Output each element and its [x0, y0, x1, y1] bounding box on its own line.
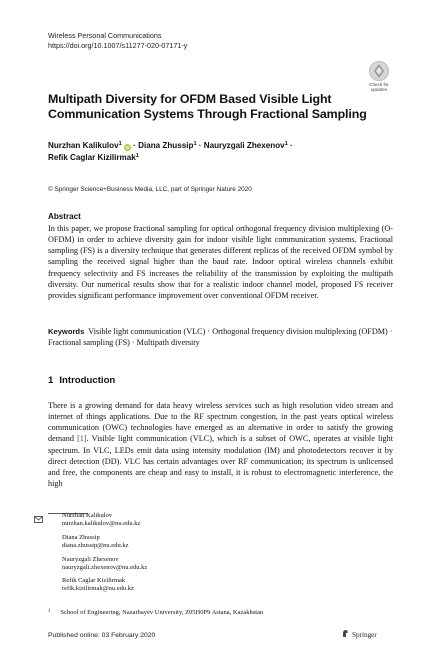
author-name[interactable]: Nurzhan Kalikulov	[48, 141, 119, 150]
section-title: Introduction	[59, 375, 116, 386]
crossmark-icon	[369, 61, 389, 81]
keywords-text: Visible light communication (VLC) · Orthogonal frequency division multiplexing (OFDM) · Fractional sampling (FS) · Multipath diversity	[48, 327, 393, 348]
author-list: Nurzhan Kalikulov$^1$ iD · Diana Zhussip$^1$ · Nauryzgali Zhexenov$^1$ · Refik Caglar Kizilirmak$^1$	[48, 141, 293, 163]
contact-entry	[62, 556, 362, 572]
journal-header	[48, 31, 187, 50]
published-date: Published online: 03 February 2020	[48, 632, 156, 639]
abstract-heading: Abstract	[48, 212, 81, 221]
section-heading	[48, 375, 115, 386]
introduction-paragraph: There is a growing demand for data heavy wireless services such as high resolution video stream and internet of things applications. Due to the RF spectrum congestion, in the past years optical wireless communication (OWC) technologies have emerged as an alternative in order to satisfy the growing demand [1]. Visible light communication (VLC), which is a subset of OWC, operates at visible light spectrum. In VLC, LEDs emit data using intensity modulation (IM) and photodetectors recover it by direct detection (DD). VLC has certain advantages over RF communication; its spectrum is unlicensed and free, the components are cheap and easy to install, it is robust to electromagnetic interference, the high	[48, 401, 393, 489]
orcid-icon[interactable]: iD	[125, 145, 130, 150]
abstract-body: In this paper, we propose fractional sampling for optical orthogonal frequency division multiplexing (O-OFDM) in order to achieve diversity gain for indoor visible light communication systems. Fractional sampling (FS) is a diversity technique that generates different replicas of the received OFDM symbol by sampling the received signal higher than the baud rate. Indoor optical wireless channels exhibit frequency selectivity and FS increases the reliability of the transmission by exploiting the multipath diversity. Our numerical results show that for a realistic indoor channel model, proposed FS receiver provides significant performance improvement over conventional OFDM receiver.	[48, 224, 393, 300]
doi-link[interactable]: https://doi.org/10.1007/s11277-020-07171-y	[48, 40, 188, 50]
contact-email[interactable]: diana.zhussip@nu.edu.kz	[62, 541, 129, 549]
contact-entry	[62, 512, 362, 528]
springer-horse-icon	[341, 629, 350, 638]
section-number: 1	[48, 375, 54, 386]
contact-email[interactable]: refik.kizilirmak@nu.edu.kz	[62, 585, 134, 593]
publisher-name: Springer	[352, 631, 377, 639]
citation-link[interactable]: [1]	[77, 434, 87, 444]
contact-name: Nauryzgali Zhexenov	[62, 555, 119, 563]
publisher-logo[interactable]	[341, 629, 377, 639]
author-name[interactable]: Nauryzgali Zhexenov	[203, 141, 285, 150]
copyright-notice: © Springer Science+Business Media, LLC, part of Springer Nature 2020	[48, 186, 252, 193]
contact-name: Diana Zhussip	[62, 533, 100, 541]
affiliation-number: 1	[48, 609, 51, 614]
affiliation-note	[48, 608, 393, 617]
keywords-label: Keywords	[48, 327, 85, 336]
corresponding-authors	[62, 512, 362, 599]
contact-email[interactable]: nurzhan.kalikulov@nu.edu.kz	[62, 520, 141, 528]
author-name[interactable]: Refik Caglar Kizilirmak	[48, 153, 136, 163]
keywords-block	[48, 326, 393, 348]
contact-email[interactable]: nauryzgali.zhexenov@nu.edu.kz	[62, 563, 148, 571]
contact-entry	[62, 577, 362, 593]
author-name[interactable]: Diana Zhussip	[138, 141, 194, 150]
envelope-icon	[34, 516, 43, 525]
contact-entry	[62, 534, 362, 550]
journal-name: Wireless Personal Communications	[48, 31, 162, 40]
contact-name: Refik Caglar Kizilirmak	[62, 577, 126, 585]
check-for-updates-badge[interactable]: Check for updates	[364, 61, 394, 94]
affiliation-text: School of Engineering, Nazarbayev University, Z05H0P9 Astana, Kazakhstan	[60, 609, 264, 616]
paper-title: Multipath Diversity for OFDM Based Visible Light Communication Systems Through Fractional Sampling	[48, 92, 367, 122]
contact-name: Nurzhan Kalikulov	[62, 512, 113, 519]
